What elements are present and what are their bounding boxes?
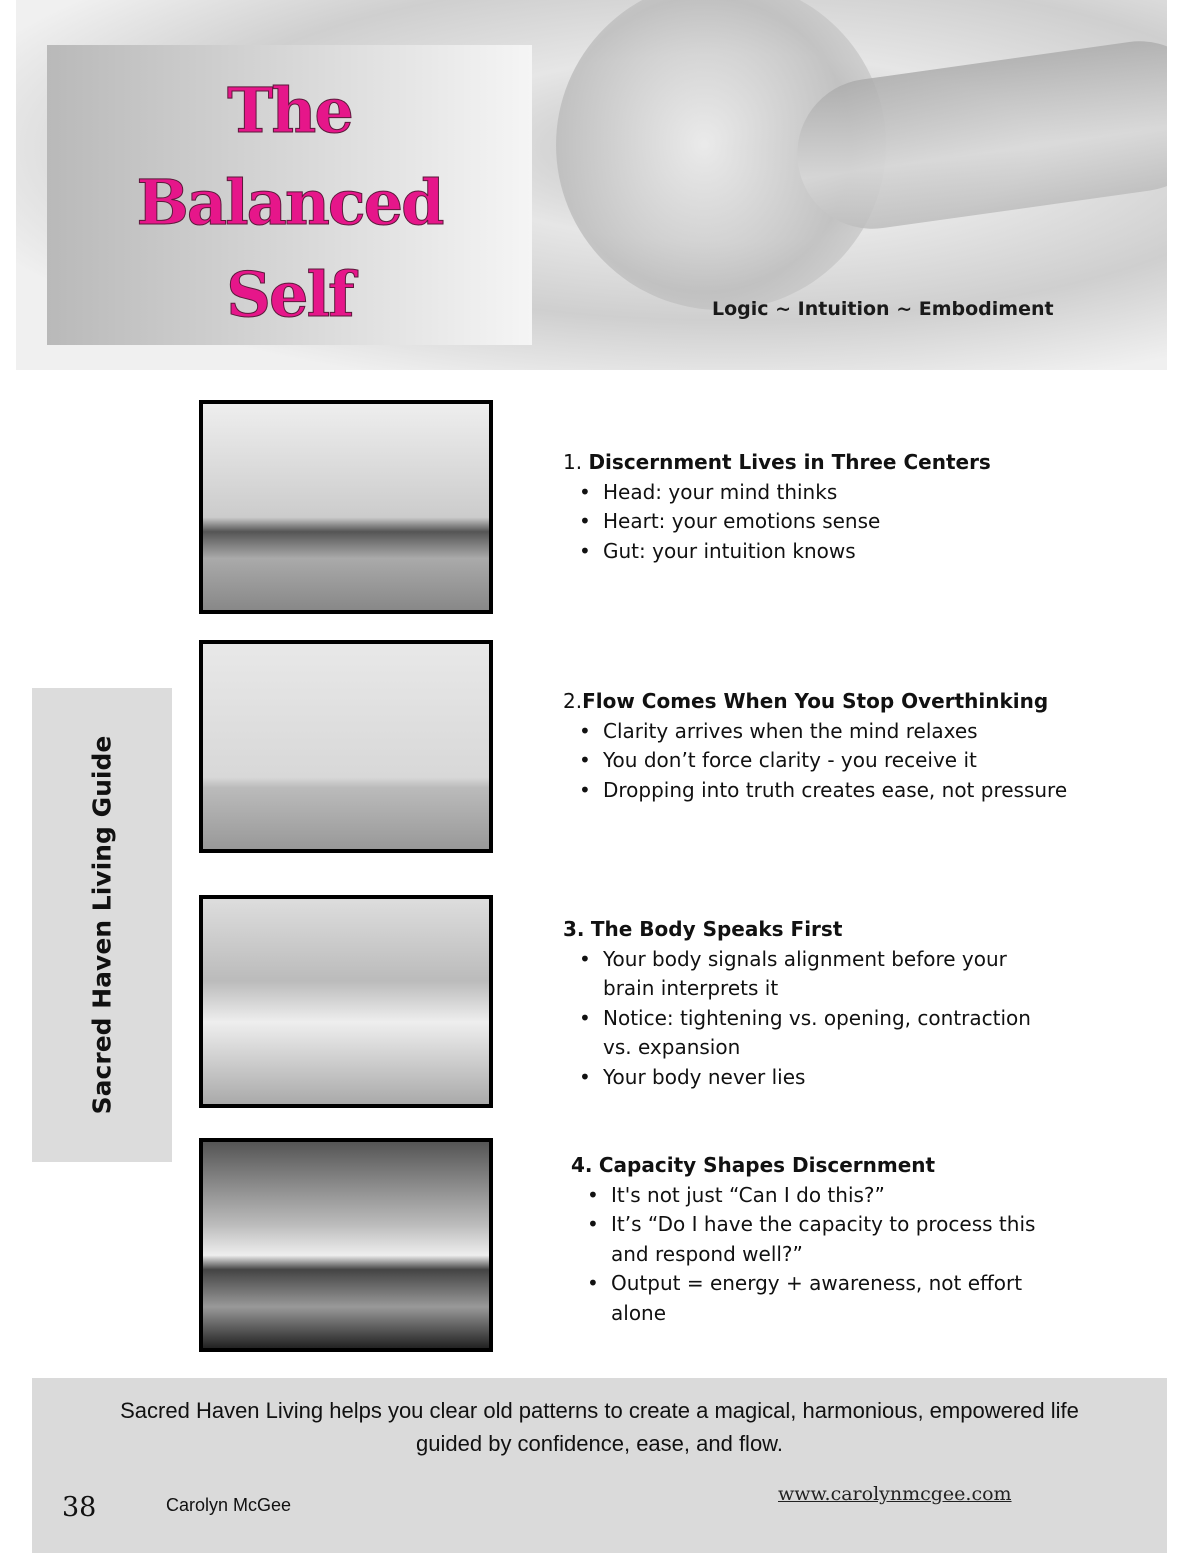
title-line: Balanced	[136, 166, 443, 239]
section-3	[563, 915, 1053, 1092]
list-item: • It’s “Do I have the capacity to process this and respond well?”	[587, 1210, 1061, 1269]
balancing-woman-photo	[199, 640, 493, 853]
website-link[interactable]: www.carolynmcgee.com	[778, 1483, 1012, 1505]
list-item: • Gut: your intuition knows	[579, 537, 991, 567]
list-item: • Clarity arrives when the mind relaxes	[579, 717, 1067, 747]
footer	[32, 1378, 1167, 1553]
title-line: The	[227, 74, 352, 147]
sidebar-label-box	[32, 688, 172, 1162]
author-name: Carolyn McGee	[166, 1495, 292, 1515]
tagline: Logic ~ Intuition ~ Embodiment	[712, 298, 1054, 320]
section-heading: 1. Discernment Lives in Three Centers	[563, 450, 991, 474]
list-item: • Dropping into truth creates ease, not pressure	[579, 776, 1067, 806]
list-item: • Head: your mind thinks	[579, 478, 991, 508]
list-item: • Notice: tightening vs. opening, contraction vs. expansion	[579, 1004, 1053, 1063]
section-heading: 4. Capacity Shapes Discernment	[571, 1153, 936, 1177]
section-heading: 2.Flow Comes When You Stop Overthinking	[563, 689, 1049, 713]
yoga-silhouette-photo	[199, 1138, 493, 1352]
page-number: 38	[62, 1492, 97, 1523]
title-box	[47, 45, 532, 345]
list-item: • Output = energy + awareness, not effort alone	[587, 1269, 1061, 1328]
sidebar-label: Sacred Haven Living Guide	[87, 735, 117, 1115]
list-item: • You don’t force clarity - you receive it	[579, 746, 1067, 776]
section-4	[571, 1151, 1061, 1328]
section-heading: 3. The Body Speaks First	[563, 917, 843, 941]
list-item: • Your body signals alignment before your brain interprets it	[579, 945, 1053, 1004]
section-1	[563, 448, 991, 566]
header-banner	[16, 0, 1167, 370]
footer-tagline: Sacred Haven Living helps you clear old patterns to create a magical, harmonious, empowered life guided by confidence, ease, and flow.	[120, 1398, 1079, 1456]
section-2	[563, 687, 1067, 805]
list-item: • Your body never lies	[579, 1063, 1053, 1093]
list-item: • Heart: your emotions sense	[579, 507, 991, 537]
list-item: • It's not just “Can I do this?”	[587, 1181, 1061, 1211]
scales-hand-photo	[199, 895, 493, 1108]
title-line: Self	[226, 258, 353, 331]
balanced-stones-photo	[199, 400, 493, 614]
